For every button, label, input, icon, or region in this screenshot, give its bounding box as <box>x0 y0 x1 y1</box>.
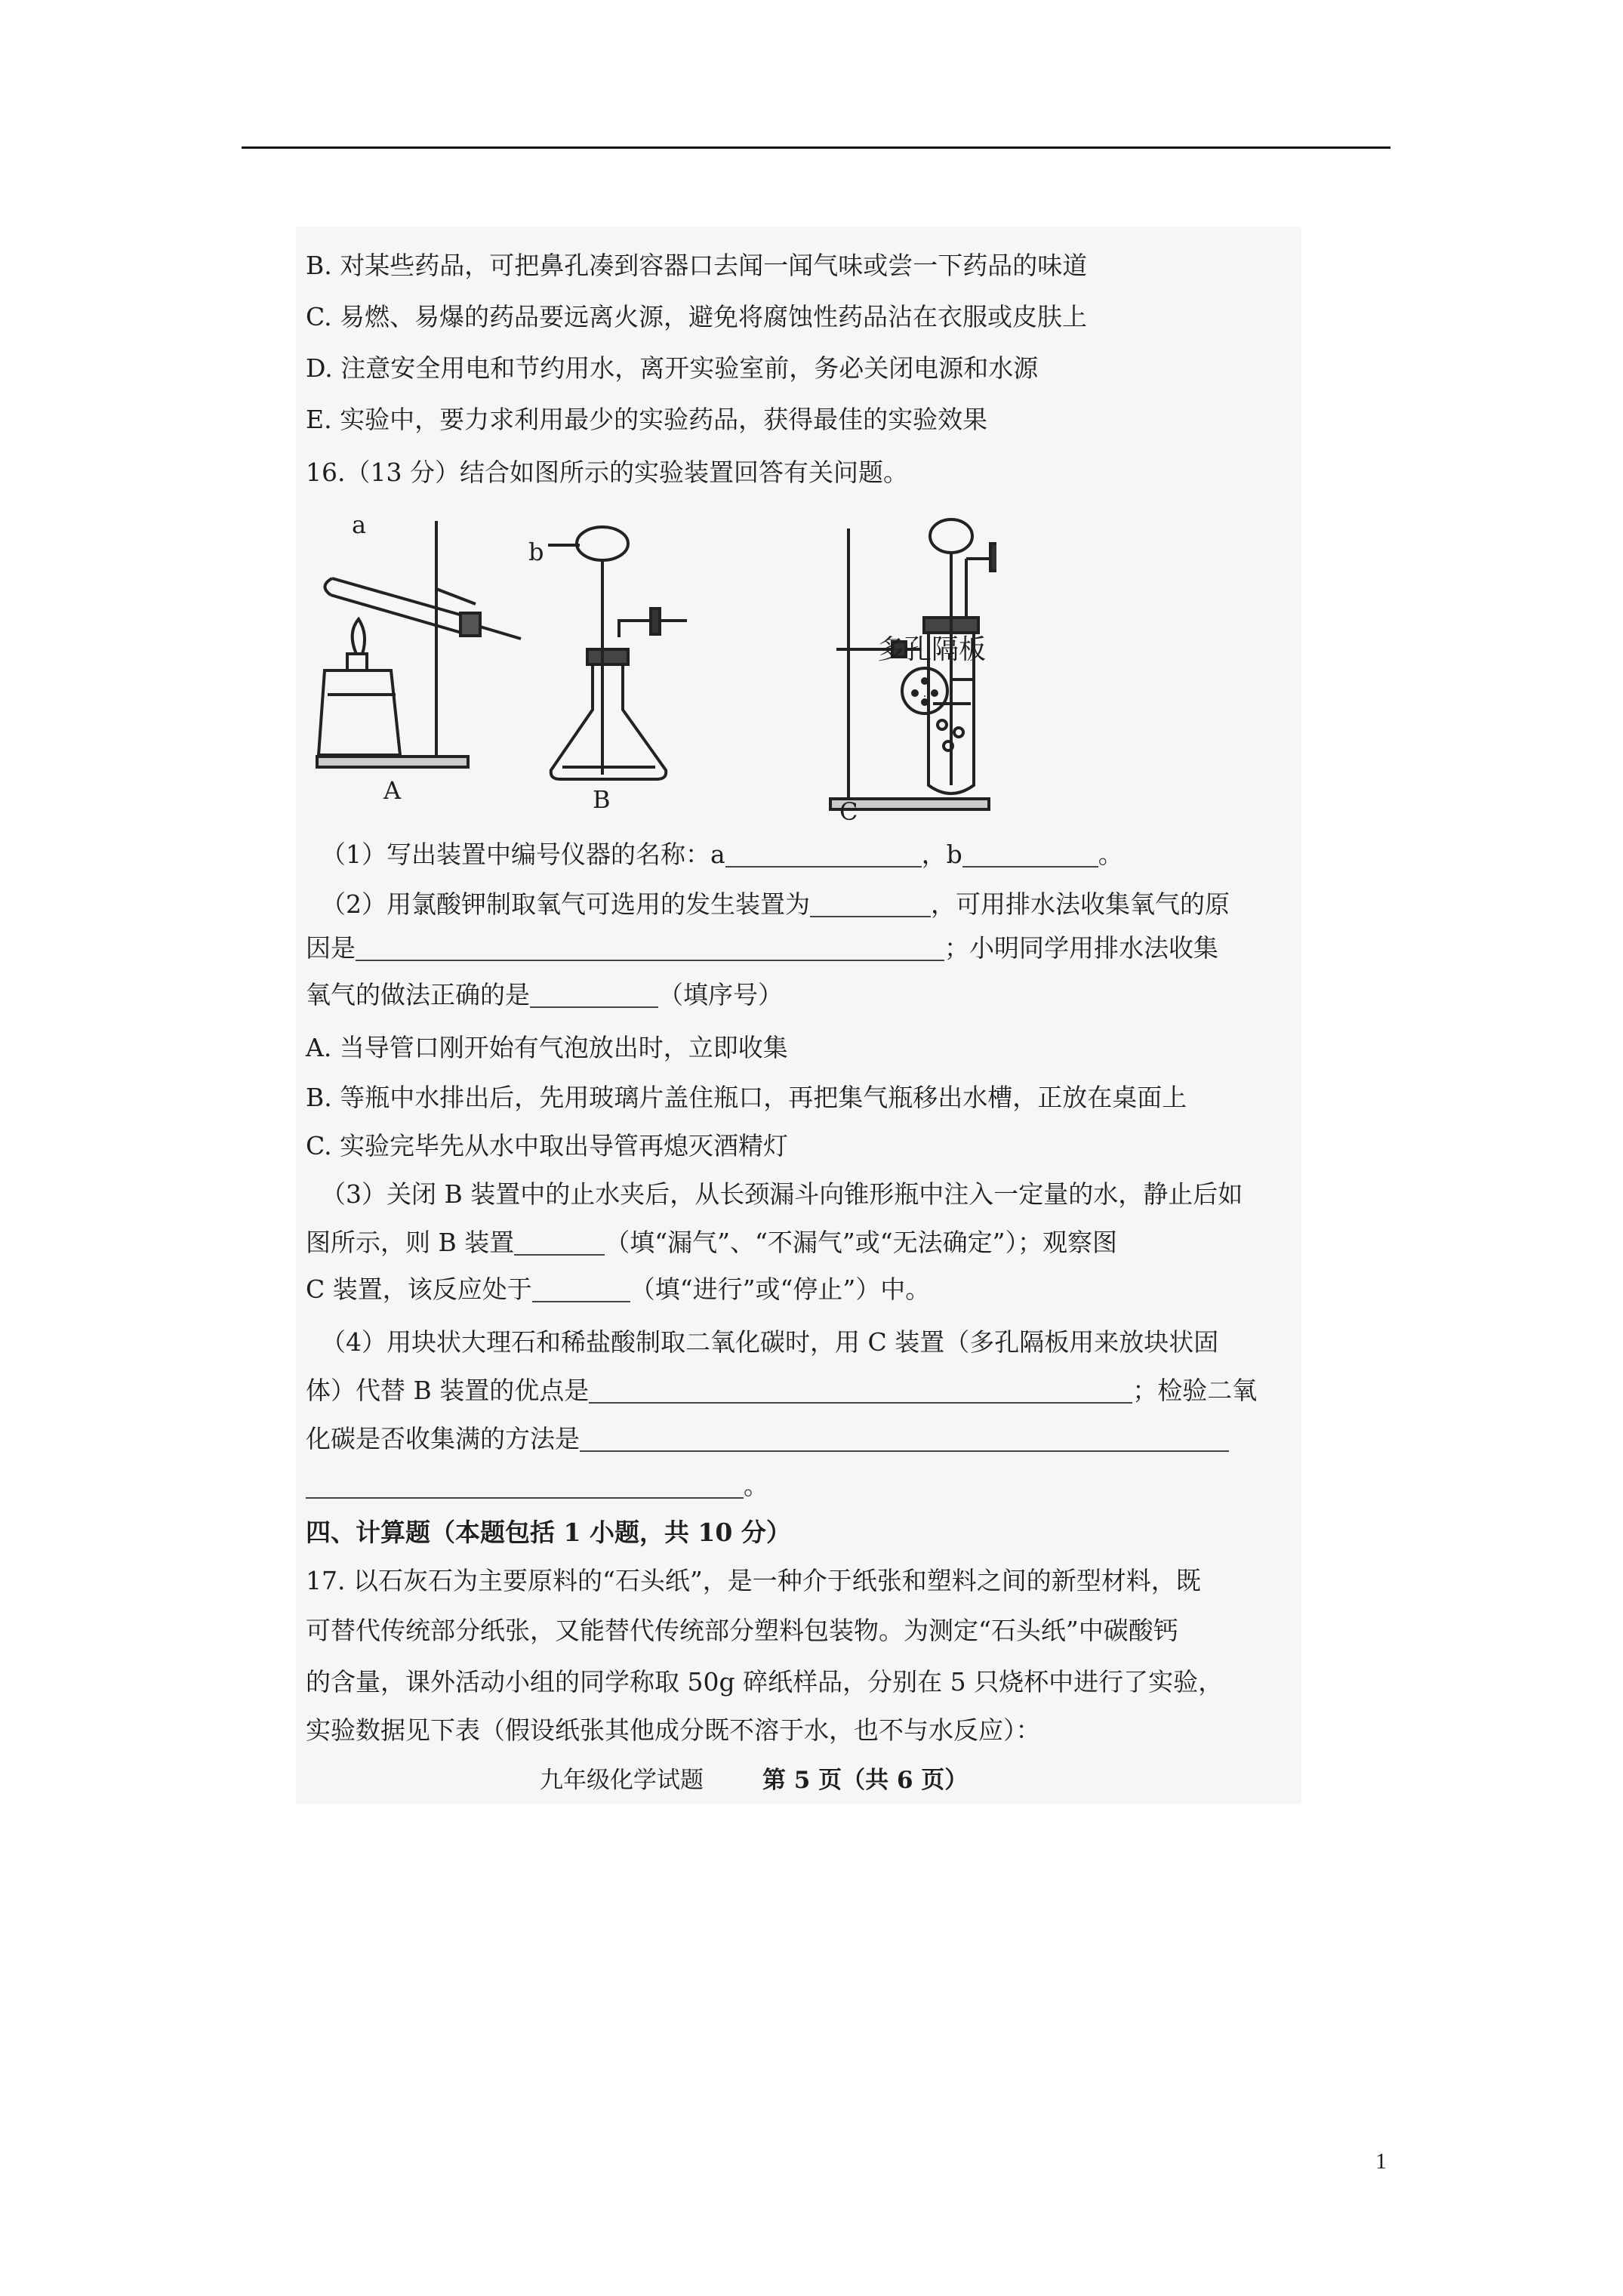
part1-text: （1）写出装置中编号仪器的名称：a <box>321 840 725 869</box>
partition-label: 多孔隔板 <box>877 634 987 665</box>
answer-blank-method-1[interactable] <box>580 1428 1229 1452</box>
answer-blank-state[interactable] <box>532 1278 630 1302</box>
q16-part3-line2 <box>306 1226 1117 1259</box>
q16-part4-line2 <box>306 1374 1257 1407</box>
q17-line1: 17. 以石灰石为主要原料的“石头纸”，是一种介于纸张和塑料之间的新型材料，既 <box>306 1566 1201 1595</box>
q16-part1 <box>321 838 1123 871</box>
top-rule <box>242 146 1390 149</box>
part3-text3a: C 装置，该反应处于 <box>306 1274 532 1304</box>
porous-partition-inset-icon <box>898 664 951 717</box>
apparatus-figure <box>302 506 996 838</box>
q16-part4-line4 <box>306 1469 768 1502</box>
part1-sep: ，b <box>921 840 962 869</box>
q17-line4: 实验数据见下表（假设纸张其他成分既不溶于水，也不与水反应）： <box>306 1715 1041 1745</box>
q17-line2: 可替代传统部分纸张，又能替代传统部分塑料包装物。为测定“石头纸”中碳酸钙 <box>306 1616 1178 1645</box>
part2-text1: （2）用氯酸钾制取氧气可选用的发生装置为 <box>321 889 810 919</box>
option-e: E. 实验中，要力求利用最少的实验药品，获得最佳的实验效果 <box>306 405 988 434</box>
section4-heading: 四、计算题（本题包括 1 小题，共 10 分） <box>306 1518 791 1547</box>
answer-blank-method-2[interactable] <box>306 1475 744 1499</box>
footer-title: 九年级化学试题 <box>540 1767 704 1794</box>
part3-text2a: 图所示，则 B 装置 <box>306 1228 515 1257</box>
footer-page-info: 第 5 页（共 6 页） <box>762 1767 969 1794</box>
q16-part2-line1 <box>321 888 1230 921</box>
page-number: 1 <box>1375 2149 1387 2174</box>
option-c: C. 易燃、易爆的药品要远离火源，避免将腐蚀性药品沾在衣服或皮肤上 <box>306 302 1088 331</box>
answer-blank-a[interactable] <box>725 843 922 868</box>
part3-text2b: （填“漏气”、“不漏气”或“无法确定”）；观察图 <box>605 1228 1117 1257</box>
part2-text3b: （填序号） <box>658 980 783 1009</box>
part2-text1b: ，可用排水法收集氧气的原 <box>931 889 1230 919</box>
part3-text3b: （填“进行”或“停止”）中。 <box>630 1274 931 1304</box>
answer-blank-choice[interactable] <box>530 984 658 1008</box>
q16-part3-line1: （3）关闭 B 装置中的止水夹后，从长颈漏斗向锥形瓶中注入一定量的水，静止后如 <box>321 1179 1243 1209</box>
part2-option-c: C. 实验完毕先从水中取出导管再熄灭酒精灯 <box>306 1131 789 1160</box>
q17-line3: 的含量，课外活动小组的同学称取 50g 碎纸样品，分别在 5 只烧杯中进行了实验， <box>306 1667 1224 1697</box>
part4-text2b: ；检验二氧 <box>1132 1376 1258 1405</box>
part2-option-b: B. 等瓶中水排出后，先用玻璃片盖住瓶口，再把集气瓶移出水槽，正放在桌面上 <box>306 1083 1187 1112</box>
part2-text2a: 因是 <box>306 933 356 963</box>
label-b: b <box>528 538 544 566</box>
q16-part4-line1: （4）用块状大理石和稀盐酸制取二氧化碳时，用 C 装置（多孔隔板用来放块状固 <box>321 1327 1219 1357</box>
part2-text3a: 氧气的做法正确的是 <box>306 980 530 1009</box>
q16-part2-line3 <box>306 978 783 1012</box>
part2-option-a: A. 当导管口刚开始有气泡放出时，立即收集 <box>306 1033 788 1062</box>
answer-blank-generator[interactable] <box>810 893 931 917</box>
apparatus-a-label: A <box>383 776 402 805</box>
answer-blank-advantage[interactable] <box>589 1379 1132 1404</box>
q16-stem: 16.（13 分）结合如图所示的实验装置回答有关问题。 <box>306 458 908 487</box>
part1-end: 。 <box>1098 840 1123 869</box>
q16-part4-line3 <box>306 1422 1229 1456</box>
apparatus-b-label: B <box>593 785 611 814</box>
answer-blank-leak[interactable] <box>514 1231 605 1256</box>
part2-text2b: ；小明同学用排水法收集 <box>944 933 1218 963</box>
part4-text2a: 体）代替 B 装置的优点是 <box>306 1376 590 1405</box>
option-b: B. 对某些药品，可把鼻孔凑到容器口去闻一闻气味或尝一下药品的味道 <box>306 251 1088 280</box>
answer-blank-b[interactable] <box>962 843 1098 868</box>
q16-part3-line3 <box>306 1273 930 1306</box>
apparatus-c-label: C <box>839 797 858 826</box>
option-d: D. 注意安全用电和节约用水，离开实验室前，务必关闭电源和水源 <box>306 353 1039 383</box>
answer-blank-reason[interactable] <box>356 937 944 961</box>
part4-end: 。 <box>744 1471 768 1500</box>
label-a: a <box>352 510 367 539</box>
part4-text3a: 化碳是否收集满的方法是 <box>306 1424 580 1453</box>
q16-part2-line2 <box>306 932 1218 965</box>
